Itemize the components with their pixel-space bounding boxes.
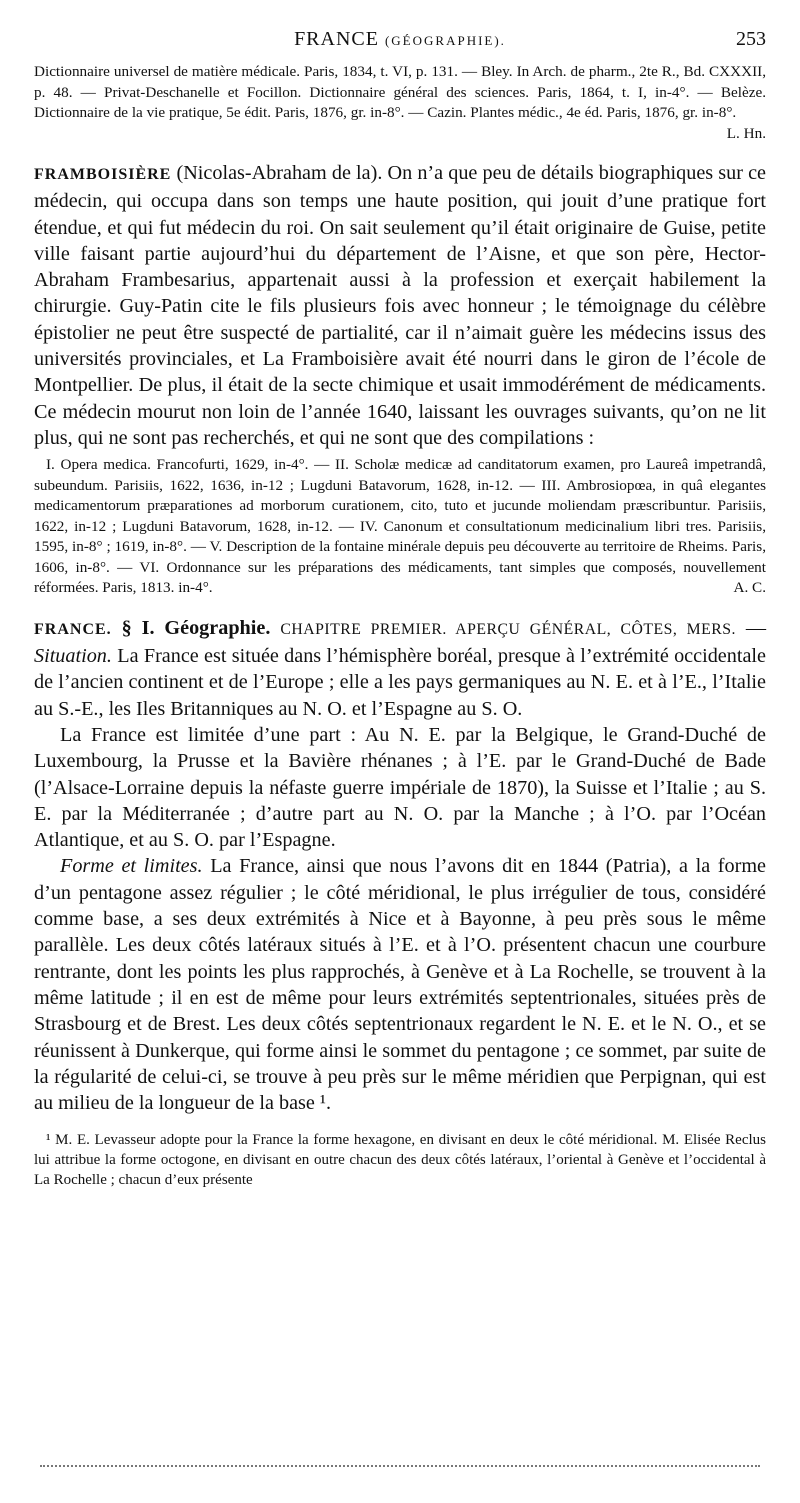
paragraph-text: La France est limitée d’une part : Au N. E. par la Belgique, le Grand-Duché de Luxembourg, la Prusse et la Bavière rhénanes ; à l’E. par le Grand-Duché de Bade (l’Alsace-Lorraine depuis la néfaste guerre impériale de 1870), la Suisse et l’Italie ; au S. E. par la Méditerranée ; d’autre part au N. O. par la Manche ; à l’O. par l’Océan Atlantique, et au S. O. par l’Espagne. <box>34 723 766 852</box>
article-headword: FRAMBOISIÈRE <box>34 166 172 183</box>
running-head-title <box>34 28 766 51</box>
page <box>34 28 766 1190</box>
page-number: 253 <box>736 28 766 50</box>
article-text: On n’a que peu de détails biographiques sur ce médecin, qui occupa dans son temps une haute position, qui jouit d’une pratique fort étendue, et qui fut médecin du roi. On sait seulement qu’il était originaire de Guise, petite ville faisant partie aujourd’hui du département de l’Aisne, et que son père, Hector-Abraham Frambesarius, appartenait aussi à la profession et exerçait habilement la chirurgie. Guy-Patin cite le fils plusieurs fois avec honneur ; le témoignage du célèbre épistolier ne peut être suspecté de partialité, car il n’aimait guère les médecins issus des universités provinciales, et La Framboisière avait été nourri dans le giron de l’école de Montpellier. De plus, il était de la secte chimique et usait immodérément de médicaments. Ce médecin mourut non loin de l’année 1640, laissant les ouvrages suivants, qu’on ne lit plus, qui ne sont pas recherchés, et qui ne sont que des compilations : <box>34 162 767 449</box>
section-heading: § I. Géographie. <box>121 616 271 639</box>
works-list <box>34 455 766 599</box>
paragraph-text: La France, ainsi que nous l’avons dit en 1844 (Patria), a la forme d’un pentagone assez régulier ; le côté méridional, le plus irrégulier de tous, considéré comme base, a ses deux extrémités à Nice et à Bayonne, à peu près sous le même parallèle. Les deux côtés latéraux situés à l’E. et à l’O. présentent chacun une courbure rentrante, dont les points les plus rapprochés, à Genève et à La Rochelle, se trouvent à la même latitude ; il en est de même pour leurs extrémités septentrionales, situées près de Strasbourg et de Brest. Les deux côtés septentrionaux regardent le N. E. et le N. O., et se réunissent à Dunkerque, qui forme ainsi le sommet du pentagone ; ce sommet, par suite de la régularité de celui-ci, se trouve à peu près sur le même méridien que Perpignan, qui est au milieu de la longueur de la base ¹. <box>34 855 766 1115</box>
running-head-subtitle: (GÉOGRAPHIE). <box>384 33 506 48</box>
works-list-text: I. Opera medica. Francofurti, 1629, in-4°. — II. Scholæ medicæ ad canditatorum examen, pro Laureâ impetrandâ, subeundum. Parisiis, 1622, 1636, in-12 ; Lugduni Batavorum, 1628, in-12. — III. Ambrosiopœa, in quâ elegantes medicamentorum præparationes ad morborum curationem, cito, tuto et jucunde moliendam præscribuntur. Parisiis, 1622, in-12 ; Lugduni Batavorum, 1628, in-12. — IV. Canonum et consultationum medicinalium libri tres. Parisiis, 1595, in-8° ; 1619, in-8°. — V. Description de la fontaine minérale depuis peu découverte au territoire de Rheims. Paris, 1606, in-8°. — VI. Ordonnance sur les préparations des médicaments, tant simples que composés, nouvellement réformées. Paris, 1813. in-4°. <box>34 456 766 597</box>
article-headword: FRANCE. <box>34 620 112 638</box>
paragraph-label: Forme et limites. <box>60 855 203 878</box>
paragraph-text: La France est située dans l’hémisphère boréal, presque à l’extrémité occidentale de l’ancien continent et de l’Europe ; elle a les pays germaniques au N. E. et à l’E., l’Italie au S.-E., les Iles Britanniques au N. O. et l’Espagne au S. O. <box>34 645 766 720</box>
chapter-heading: CHAPITRE PREMIER. APERÇU GÉNÉRAL, CÔTES, MERS. <box>280 620 736 638</box>
bottom-dotted-rule <box>40 1465 760 1467</box>
paragraph-label: Situation. <box>34 645 112 668</box>
bibliography-top <box>34 62 766 144</box>
works-text <box>34 455 766 599</box>
bibliography-text <box>34 62 766 142</box>
running-head-title-main: FRANCE <box>294 28 379 50</box>
article-headword-rest: (Nicolas-Abraham de la). <box>176 162 383 184</box>
article-framboisiere <box>34 160 766 451</box>
running-head <box>34 28 766 56</box>
article-france-intro: FRANCE. § I. Géographie. CHAPITRE PREMIER. APERÇU GÉNÉRAL, CÔTES, MERS. — Situation. La France est située dans l’hémisphère boréal, presque à l’extrémité occidentale de l’ancien continent et de l’Europe ; elle a les pays germaniques au N. E. et à l’E., l’Italie au S.-E., les Iles Britanniques au N. O. et l’Espagne au S. O. <box>34 616 767 720</box>
footnotes <box>34 1130 766 1190</box>
article-framboisiere-body <box>34 160 766 451</box>
footnote: ¹ M. E. Levasseur adopte pour la France la forme hexagone, en divisant en deux le côté méridional. M. Elisée Reclus lui attribue la forme octogone, en divisant en outre chacun des deux côtés latéraux, l’oriental à Genève et l’occidental à La Rochelle ; chacun d’eux présente <box>34 1132 766 1189</box>
paragraph-forme <box>34 853 766 1116</box>
signature: A. C. <box>733 579 766 597</box>
bibliography-line: Dictionnaire universel de matière médicale. Paris, 1834, t. VI, p. 131. — Bley. In Arch. de pharm., 2te R., Bd. CXXXII, p. 48. — Privat-Deschanelle et Focillon. Dictionnaire général des sciences. Paris, 1864, t. I, in-4°. — Belèze. Dictionnaire de la vie pratique, 5e édit. Paris, 1876, gr. in-8°. — Cazin. Plantes médic., 4e éd. Paris, 1876, gr. in-8°. <box>34 63 766 121</box>
article-france <box>34 615 766 1117</box>
signature: L. Hn. <box>726 124 766 142</box>
paragraph-limits <box>34 722 766 853</box>
